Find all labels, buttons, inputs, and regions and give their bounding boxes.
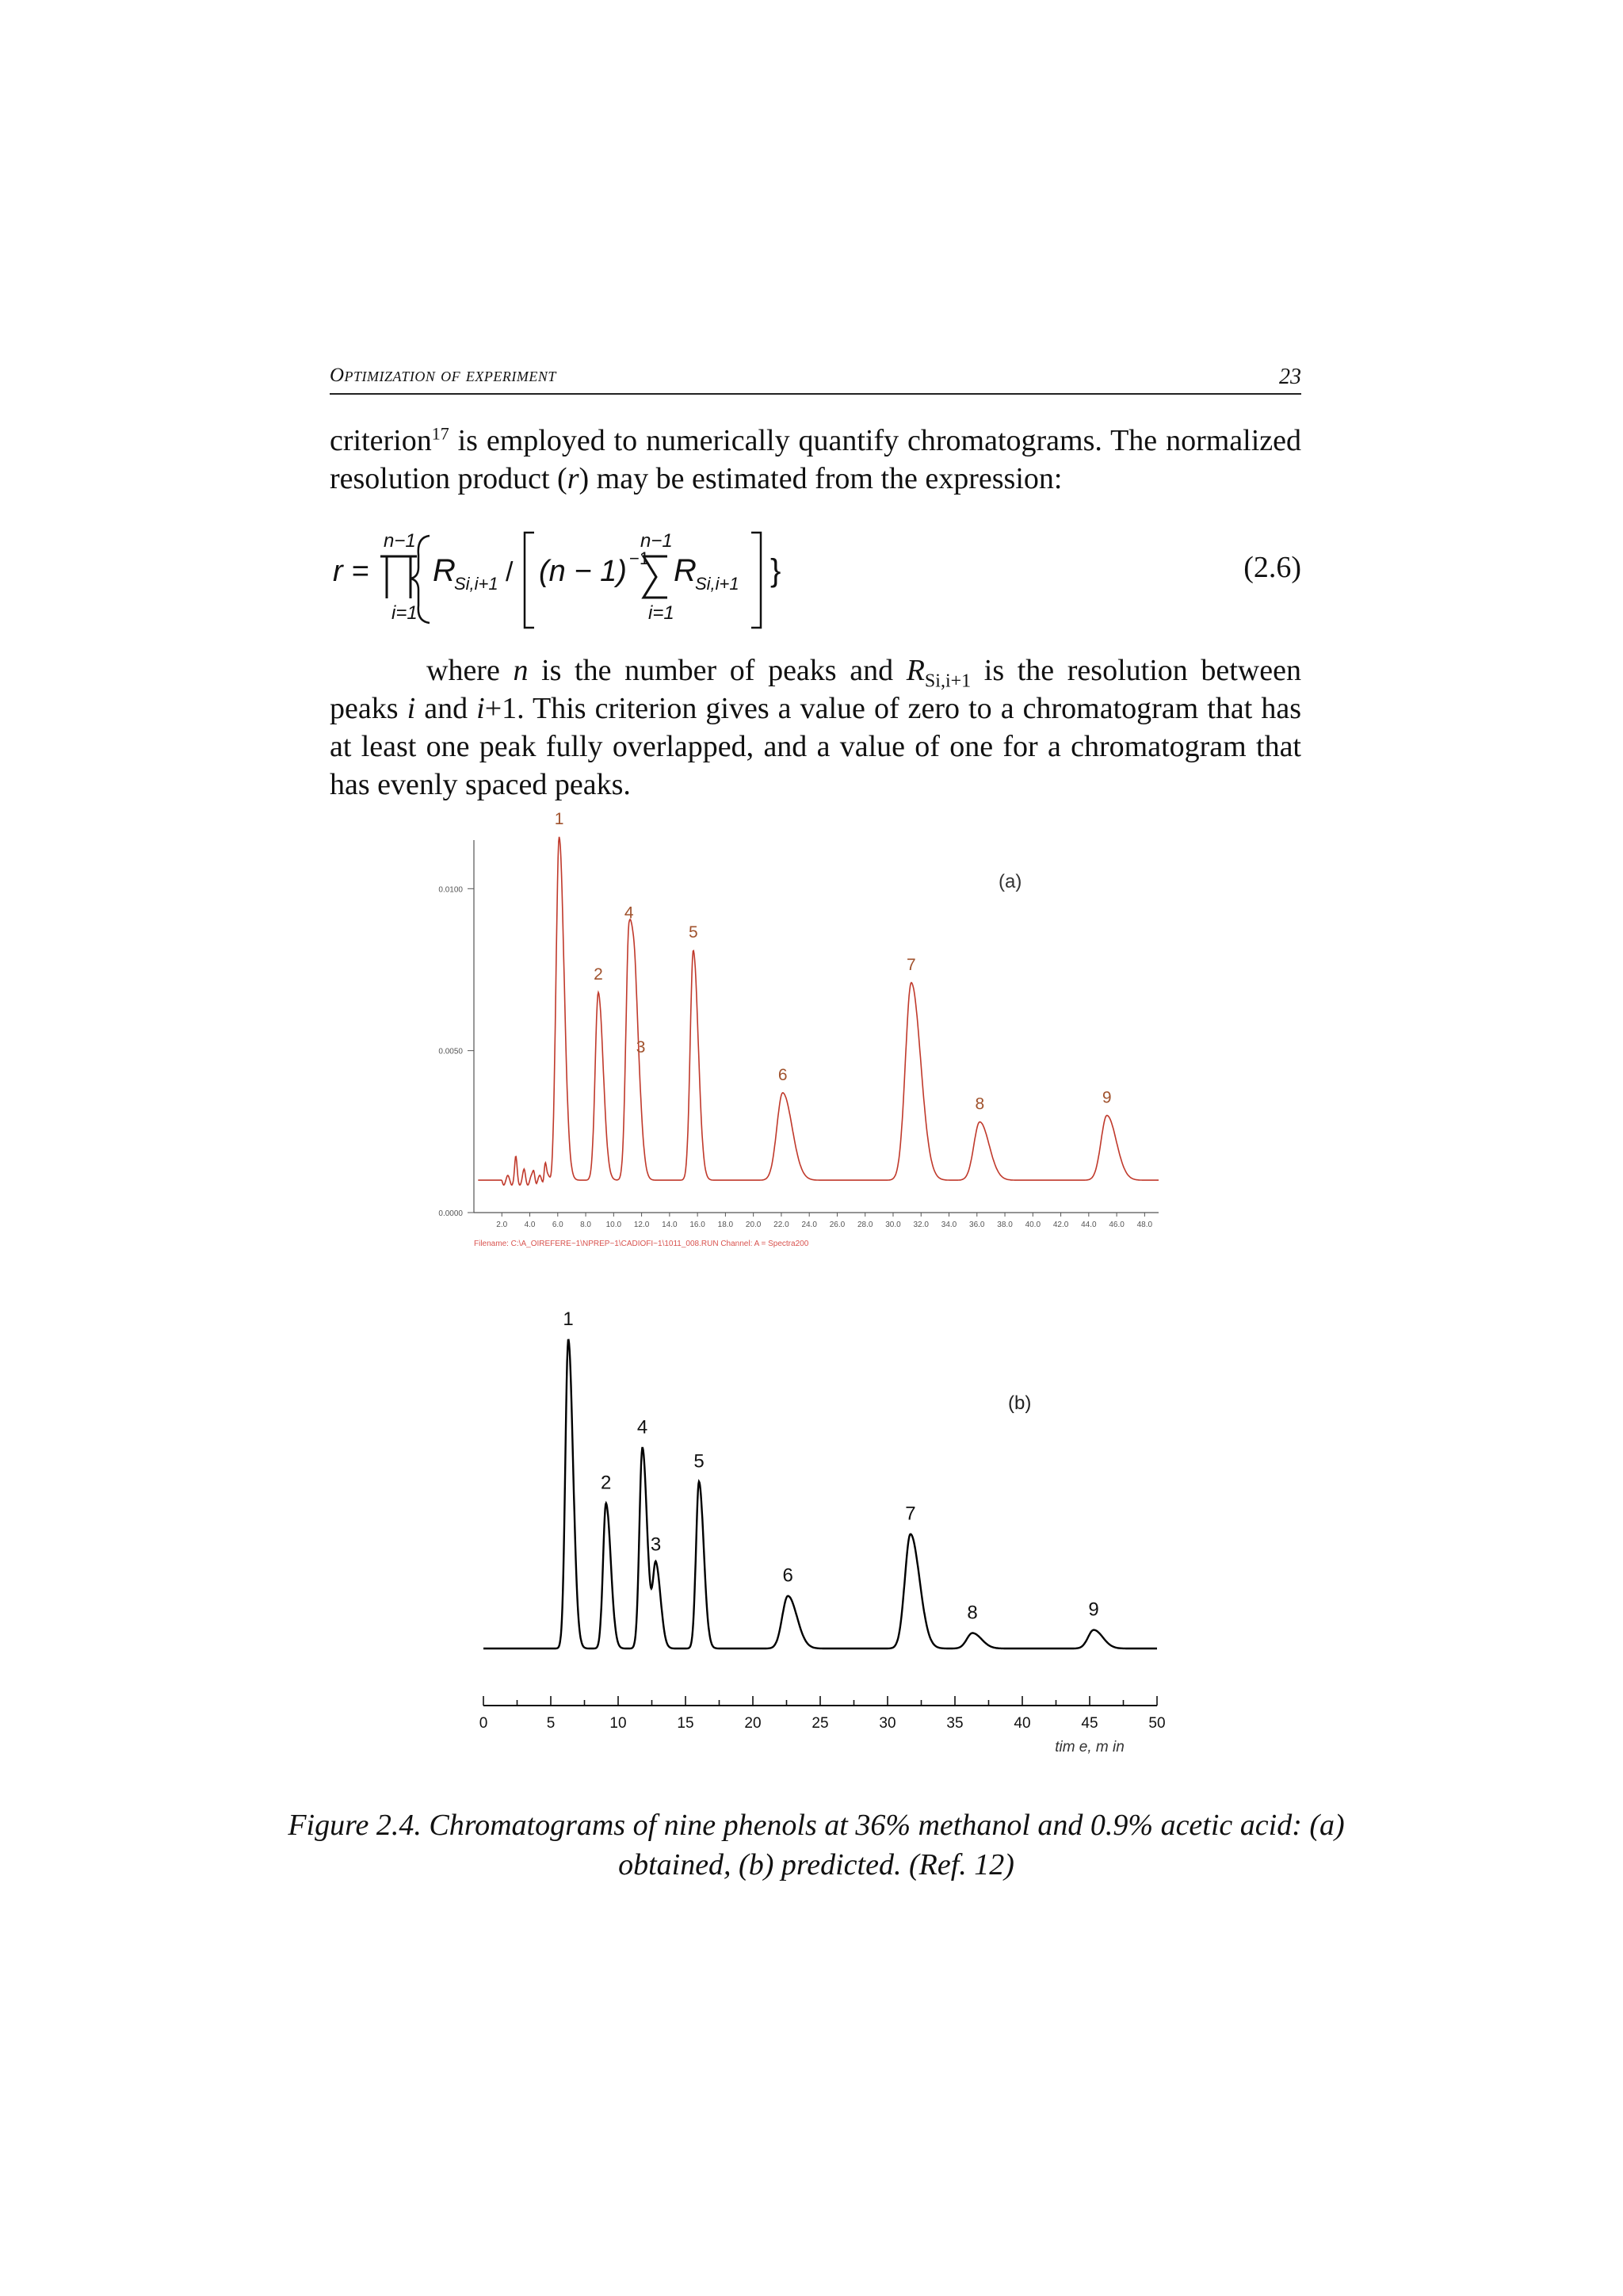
x-tick-label-a: 44.0 bbox=[1081, 1221, 1097, 1229]
left-bracket bbox=[525, 533, 534, 628]
x-tick-label-b: 0 bbox=[479, 1715, 488, 1732]
var-i: i bbox=[407, 692, 416, 725]
eq-sum-upper: n−1 bbox=[640, 530, 673, 552]
right-bracket bbox=[751, 533, 761, 628]
eq-R2-sub: Si,i+1 bbox=[695, 574, 739, 594]
filename-footer-a: Filename: C:\A_OIREFERE~1\NPREP~1\CADIOFI~1\1011_008.RUN Channel: A = Spectra200 bbox=[474, 1240, 809, 1248]
x-tick-label-a: 12.0 bbox=[633, 1221, 650, 1229]
x-tick-label-a: 22.0 bbox=[773, 1221, 789, 1229]
x-tick-label-a: 26.0 bbox=[829, 1221, 846, 1229]
reference-17: 17 bbox=[431, 423, 449, 444]
x-tick-label-a: 42.0 bbox=[1052, 1221, 1069, 1229]
peak-label-a-7: 7 bbox=[907, 955, 916, 974]
x-tick-label-b: 40 bbox=[1014, 1715, 1031, 1732]
eq-R2: R bbox=[674, 553, 697, 588]
y-tick-label-a: 0.0100 bbox=[438, 885, 463, 895]
panel-label-b: (b) bbox=[1008, 1392, 1032, 1414]
peak-label-a-1: 1 bbox=[554, 809, 564, 828]
eq-R1: R bbox=[433, 553, 456, 588]
trace-a bbox=[478, 837, 1159, 1185]
running-head bbox=[330, 365, 1301, 395]
para1-tail: ) may be estimated from the expression: bbox=[579, 462, 1063, 495]
var-R-sub: Si,i+1 bbox=[924, 670, 972, 692]
x-tick-label-b: 35 bbox=[946, 1715, 964, 1732]
x-tick-label-a: 2.0 bbox=[496, 1221, 508, 1229]
chromatogram-b bbox=[428, 1276, 1173, 1755]
peak-label-b-1: 1 bbox=[563, 1308, 574, 1330]
x-tick-label-a: 14.0 bbox=[662, 1221, 678, 1229]
equation-number: (2.6) bbox=[1243, 551, 1301, 584]
x-tick-label-a: 48.0 bbox=[1136, 1221, 1153, 1229]
peak-label-b-3: 3 bbox=[650, 1534, 662, 1556]
eq-lhs: r = bbox=[333, 555, 369, 588]
x-tick-label-a: 46.0 bbox=[1109, 1221, 1125, 1229]
eq-exponent: −1 bbox=[629, 548, 650, 568]
x-tick-label-a: 40.0 bbox=[1025, 1221, 1041, 1229]
x-tick-label-b: 30 bbox=[879, 1715, 896, 1732]
panel-label-a: (a) bbox=[999, 871, 1022, 892]
para1-start: criterion bbox=[330, 424, 432, 457]
para2-b: is the number of peaks and bbox=[528, 654, 907, 687]
y-tick-label-a: 0.0000 bbox=[438, 1209, 463, 1218]
peak-label-a-3: 3 bbox=[636, 1038, 646, 1057]
x-tick-label-a: 38.0 bbox=[997, 1221, 1013, 1229]
running-title: Optimization of experiment bbox=[330, 365, 556, 386]
peak-label-b-5: 5 bbox=[693, 1450, 705, 1473]
para2-d: and bbox=[415, 692, 477, 725]
eq-prod-upper: n−1 bbox=[384, 530, 416, 552]
peak-label-a-9: 9 bbox=[1102, 1088, 1112, 1107]
x-axis-title-b: tim e, m in bbox=[1055, 1739, 1125, 1755]
x-tick-label-b: 10 bbox=[609, 1715, 627, 1732]
summation-symbol bbox=[643, 556, 667, 598]
eq-sum-lower: i=1 bbox=[648, 602, 674, 624]
para2-c: is the resolution between peaks bbox=[330, 654, 1301, 725]
paragraph-criterion bbox=[330, 651, 1301, 804]
eq-close-brace: } bbox=[770, 553, 781, 588]
var-i1: i bbox=[476, 692, 485, 725]
chromatogram-a bbox=[412, 809, 1173, 1268]
peak-label-a-2: 2 bbox=[594, 965, 603, 984]
equation-2-6 bbox=[330, 523, 1043, 634]
x-tick-label-a: 24.0 bbox=[801, 1221, 817, 1229]
x-tick-label-a: 6.0 bbox=[552, 1221, 563, 1229]
x-tick-label-b: 45 bbox=[1081, 1715, 1098, 1732]
x-tick-label-a: 36.0 bbox=[969, 1221, 985, 1229]
x-tick-label-b: 5 bbox=[546, 1715, 556, 1732]
x-tick-label-b: 15 bbox=[677, 1715, 694, 1732]
para1-mid: is employed to numerically quantify chromatograms. The normalized resolution product ( bbox=[330, 424, 1301, 495]
peak-label-b-7: 7 bbox=[905, 1503, 916, 1525]
x-tick-label-b: 25 bbox=[812, 1715, 829, 1732]
paragraph-intro bbox=[330, 422, 1301, 498]
peak-label-b-2: 2 bbox=[601, 1472, 612, 1494]
x-tick-label-a: 32.0 bbox=[913, 1221, 929, 1229]
x-tick-label-b: 20 bbox=[744, 1715, 762, 1732]
peak-label-b-9: 9 bbox=[1088, 1599, 1099, 1621]
x-tick-label-a: 4.0 bbox=[524, 1221, 536, 1229]
x-tick-label-a: 28.0 bbox=[857, 1221, 873, 1229]
x-tick-label-a: 34.0 bbox=[941, 1221, 957, 1229]
x-tick-label-a: 30.0 bbox=[885, 1221, 901, 1229]
x-tick-label-a: 16.0 bbox=[689, 1221, 705, 1229]
peak-label-b-4: 4 bbox=[636, 1416, 648, 1438]
x-tick-label-a: 20.0 bbox=[745, 1221, 762, 1229]
x-tick-label-b: 50 bbox=[1148, 1715, 1166, 1732]
eq-n-minus-1: (n − 1) bbox=[539, 555, 627, 588]
para2-e: +1. This criterion gives a value of zero to a chromatogram that has at least one peak fully overlapped, and a value of one for a chromatogram that has evenly spaced peaks. bbox=[330, 692, 1301, 801]
x-tick-label-a: 10.0 bbox=[605, 1221, 622, 1229]
peak-label-b-6: 6 bbox=[782, 1564, 793, 1587]
eq-prod-lower: i=1 bbox=[391, 602, 418, 624]
y-tick-label-a: 0.0050 bbox=[438, 1047, 463, 1056]
peak-label-a-6: 6 bbox=[777, 1065, 788, 1084]
var-n: n bbox=[513, 654, 529, 687]
var-R: R bbox=[906, 654, 925, 687]
peak-label-b-8: 8 bbox=[967, 1602, 978, 1624]
x-tick-label-a: 8.0 bbox=[580, 1221, 592, 1229]
eq-slash: / bbox=[506, 557, 514, 587]
x-tick-label-a: 18.0 bbox=[717, 1221, 734, 1229]
page-number: 23 bbox=[1279, 365, 1301, 389]
para2-a: where bbox=[426, 654, 514, 687]
var-r: r bbox=[567, 462, 579, 495]
peak-label-a-5: 5 bbox=[688, 923, 698, 942]
eq-R1-sub: Si,i+1 bbox=[454, 574, 498, 594]
peak-label-a-8: 8 bbox=[975, 1095, 985, 1114]
figure-caption: Figure 2.4. Chromatograms of nine phenols at 36% methanol and 0.9% acetic acid: (a) obtained, (b) predicted. (Ref. 12) bbox=[288, 1809, 1345, 1881]
trace-b bbox=[483, 1340, 1157, 1648]
peak-label-a-4: 4 bbox=[624, 904, 634, 923]
